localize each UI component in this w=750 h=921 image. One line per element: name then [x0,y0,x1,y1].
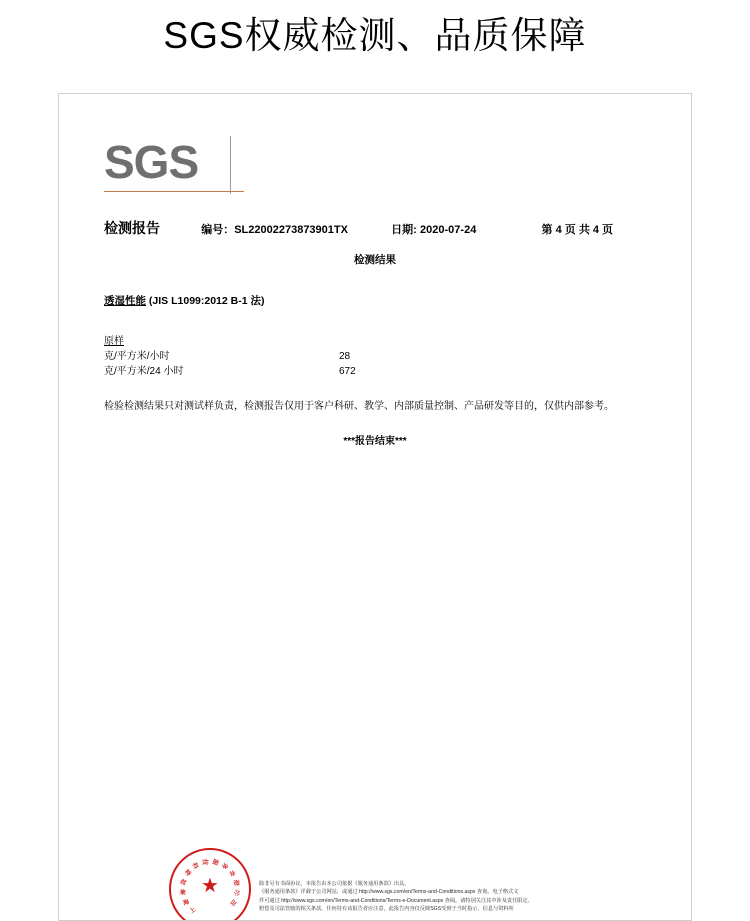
table-row [104,347,564,362]
report-number-label: 编号： [201,224,235,236]
row-label: 克/平方米/24 小时 [104,366,184,377]
page-title: SGS权威检测、品质保障 [163,15,587,56]
report-footer [59,858,691,920]
test-name: 透湿性能 [104,295,146,307]
report-end-mark: ***报告结束*** [343,436,407,447]
test-method: (JIS L1099:2012 B-1 法) [148,295,265,307]
report-document [58,93,692,921]
row-label: 克/平方米/小时 [104,351,170,362]
logo-horizontal-rule [104,191,244,192]
footer-line: 除非另有书面协议，本报告由本公司依据《服务通用条款》出具。 [259,880,410,887]
sgs-logo-text: SGS [104,136,199,188]
stamp-arc-text: 上 海 莱 丝 特 科 技 服 务 有 限 公 司 [179,857,242,916]
footer-line: 《服务通用条款》详载于公司网站，或通过 http://www.sgs.com/en/Terms-and-Conditions.aspx 查询。电子格式文 [259,889,519,896]
footer-line: 赔偿及司法管辖的相关条款。任何持有该报告者应注意，此报告内容仅反映SGS受到于当时指示、信息与资料所 [259,906,514,913]
disclaimer-text: 检验检测结果只对测试样负责，检测报告仅用于客户科研、教学、内部质量控制、产品研发等目的，仅供内部参考。 [104,401,614,412]
report-title: 检测报告 [104,220,160,236]
result-section-title: 检测结果 [354,254,396,266]
report-header [104,218,649,238]
logo-vertical-rule [230,136,231,194]
table-row [104,362,564,377]
footer-line: 件可通过 http://www.sgs.com/en/Terms-and-Conditions/Terms-e-Document.aspx 查阅。请特别关注其中涉及责任限定、 [259,897,533,904]
test-section-label [104,293,264,308]
stamp-star-icon: ★ [201,874,219,897]
sgs-logo [104,136,254,198]
report-date-value: 2020-07-24 [420,224,477,236]
report-number-value: SL22002273873901TX [234,224,348,236]
row-value: 28 [339,351,351,362]
report-page-info: 第 4 页 共 4 页 [541,224,614,236]
company-stamp-icon [169,848,251,921]
footer-terms-text [259,880,679,914]
row-value: 672 [339,366,356,377]
sample-label: 原样 [104,336,124,347]
report-date-label: 日期: [391,224,417,236]
